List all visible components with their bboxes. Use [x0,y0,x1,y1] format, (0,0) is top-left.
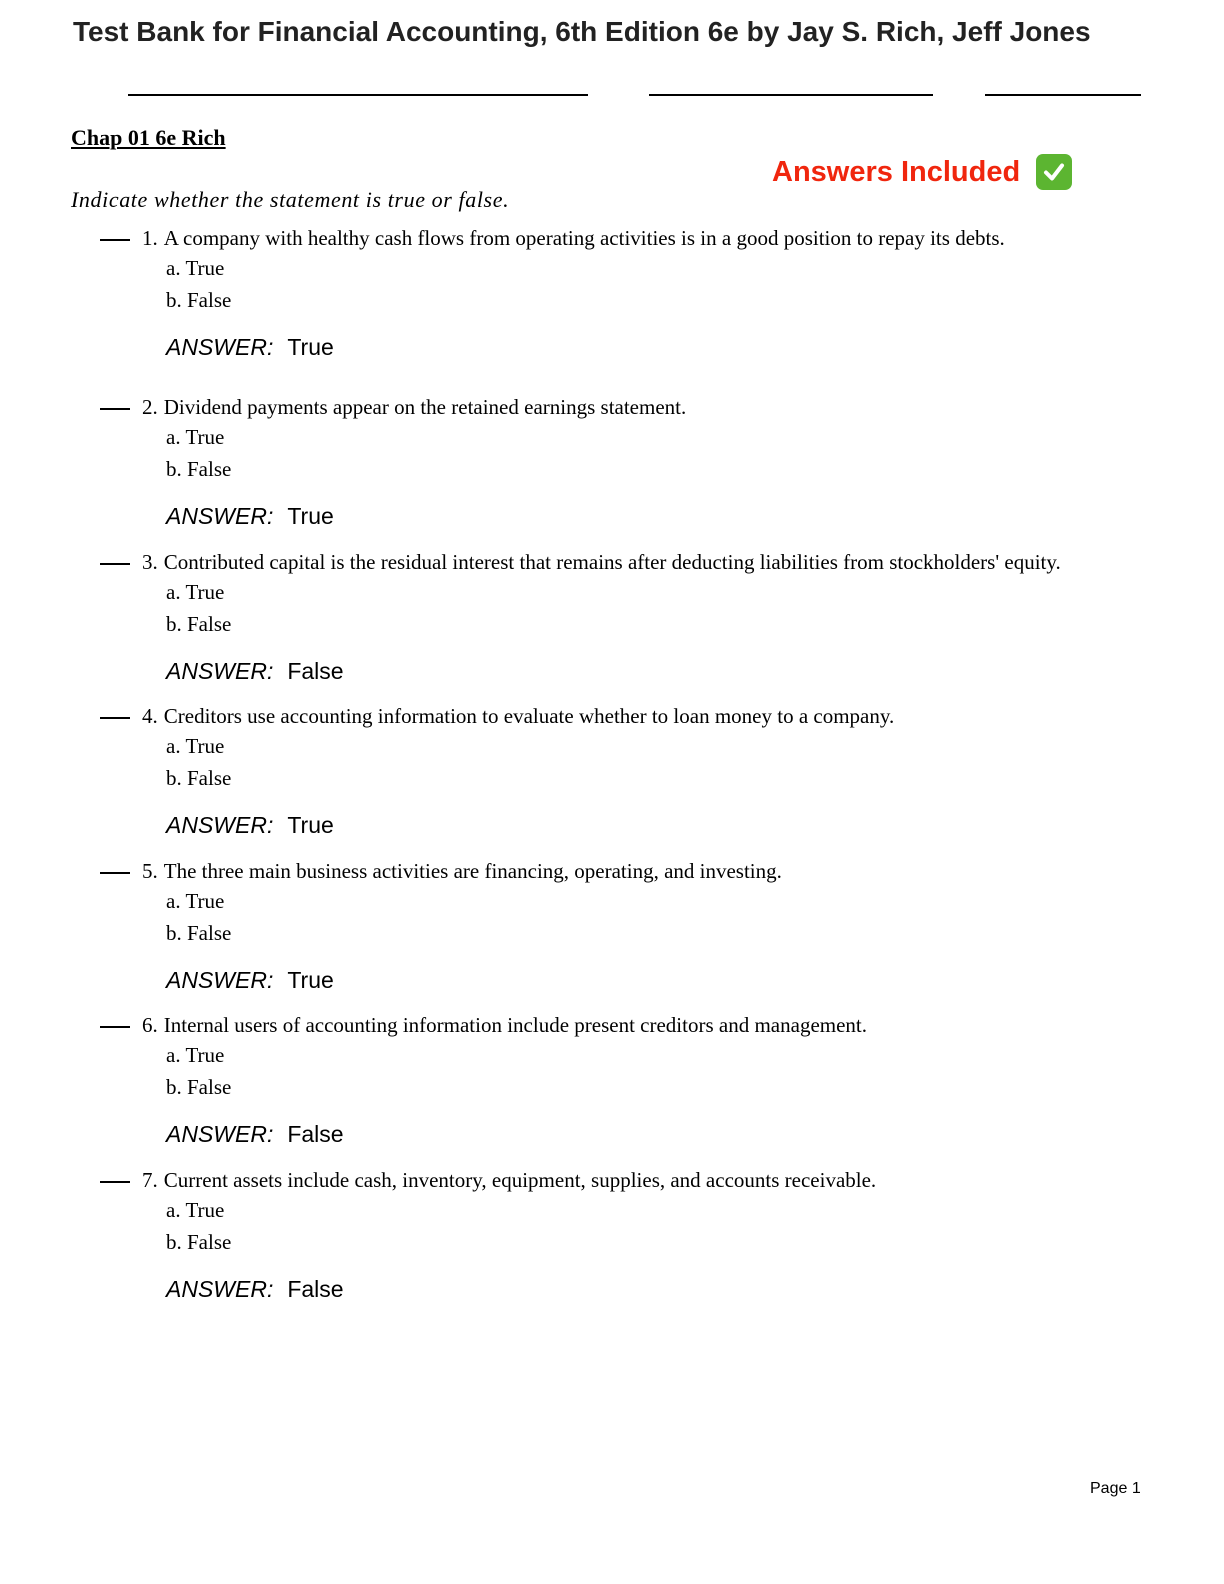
answer-blank [100,717,130,719]
option-true: a. True [166,580,225,604]
question-item [0,1013,1224,1157]
option-false: b. False [166,1230,232,1254]
option-true: a. True [166,425,225,449]
question-text: Dividend payments appear on the retained earnings statement. [163,395,687,419]
option-false: b. False [166,921,232,945]
question-number: 2. [142,395,158,419]
question-item [0,859,1224,1003]
question-text: The three main business activities are financing, operating, and investing. [163,859,782,883]
question-item [0,1168,1224,1312]
answer-label: ANSWER: [166,812,274,838]
instruction-text: Indicate whether the statement is true or false. [71,187,510,212]
page-number: Page 1 [1090,1480,1141,1497]
question-text: Creditors use accounting information to evaluate whether to loan money to a company. [163,704,895,728]
answer-label: ANSWER: [166,658,274,684]
question-number: 3. [142,550,158,574]
name-blank-line [128,94,588,96]
question-item [0,395,1224,539]
answer-value: False [287,658,344,684]
document-title: Test Bank for Financial Accounting, 6th Edition 6e by Jay S. Rich, Jeff Jones [73,16,1091,47]
question-number: 4. [142,704,158,728]
option-false: b. False [166,612,232,636]
answers-included-badge [772,154,1072,190]
option-false: b. False [166,1075,232,1099]
answer-label: ANSWER: [166,503,274,529]
answer-value: True [287,334,334,360]
answers-included-text: Answers Included [772,155,1021,188]
chapter-heading: Chap 01 6e Rich [71,125,226,150]
question-number: 7. [142,1168,158,1192]
option-true: a. True [166,256,225,280]
answer-blank [100,408,130,410]
answer-value: True [287,812,334,838]
question-number: 6. [142,1013,158,1037]
check-mark-icon [1036,154,1072,190]
class-blank-line [649,94,933,96]
answer-label: ANSWER: [166,967,274,993]
answer-blank [100,872,130,874]
question-text: Contributed capital is the residual interest that remains after deducting liabilities from stockholders' equity. [163,550,1061,574]
answer-blank [100,239,130,241]
question-item [0,704,1224,848]
option-true: a. True [166,1043,225,1067]
question-text: Current assets include cash, inventory, equipment, supplies, and accounts receivable. [163,1168,877,1192]
answer-blank [100,563,130,565]
option-true: a. True [166,889,225,913]
answer-blank [100,1026,130,1028]
answer-label: ANSWER: [166,1276,274,1302]
question-item [0,550,1224,694]
question-item [0,226,1224,370]
answer-value: False [287,1276,344,1302]
answer-blank [100,1181,130,1183]
question-text: Internal users of accounting information include present creditors and management. [163,1013,868,1037]
date-blank-line [985,94,1141,96]
question-text: A company with healthy cash flows from operating activities is in a good position to repay its debts. [163,226,1005,250]
answer-value: True [287,967,334,993]
question-number: 5. [142,859,158,883]
option-false: b. False [166,766,232,790]
answer-label: ANSWER: [166,334,274,360]
option-false: b. False [166,288,232,312]
option-true: a. True [166,734,225,758]
option-false: b. False [166,457,232,481]
question-number: 1. [142,226,158,250]
answer-label: ANSWER: [166,1121,274,1147]
answer-value: False [287,1121,344,1147]
option-true: a. True [166,1198,225,1222]
answer-value: True [287,503,334,529]
